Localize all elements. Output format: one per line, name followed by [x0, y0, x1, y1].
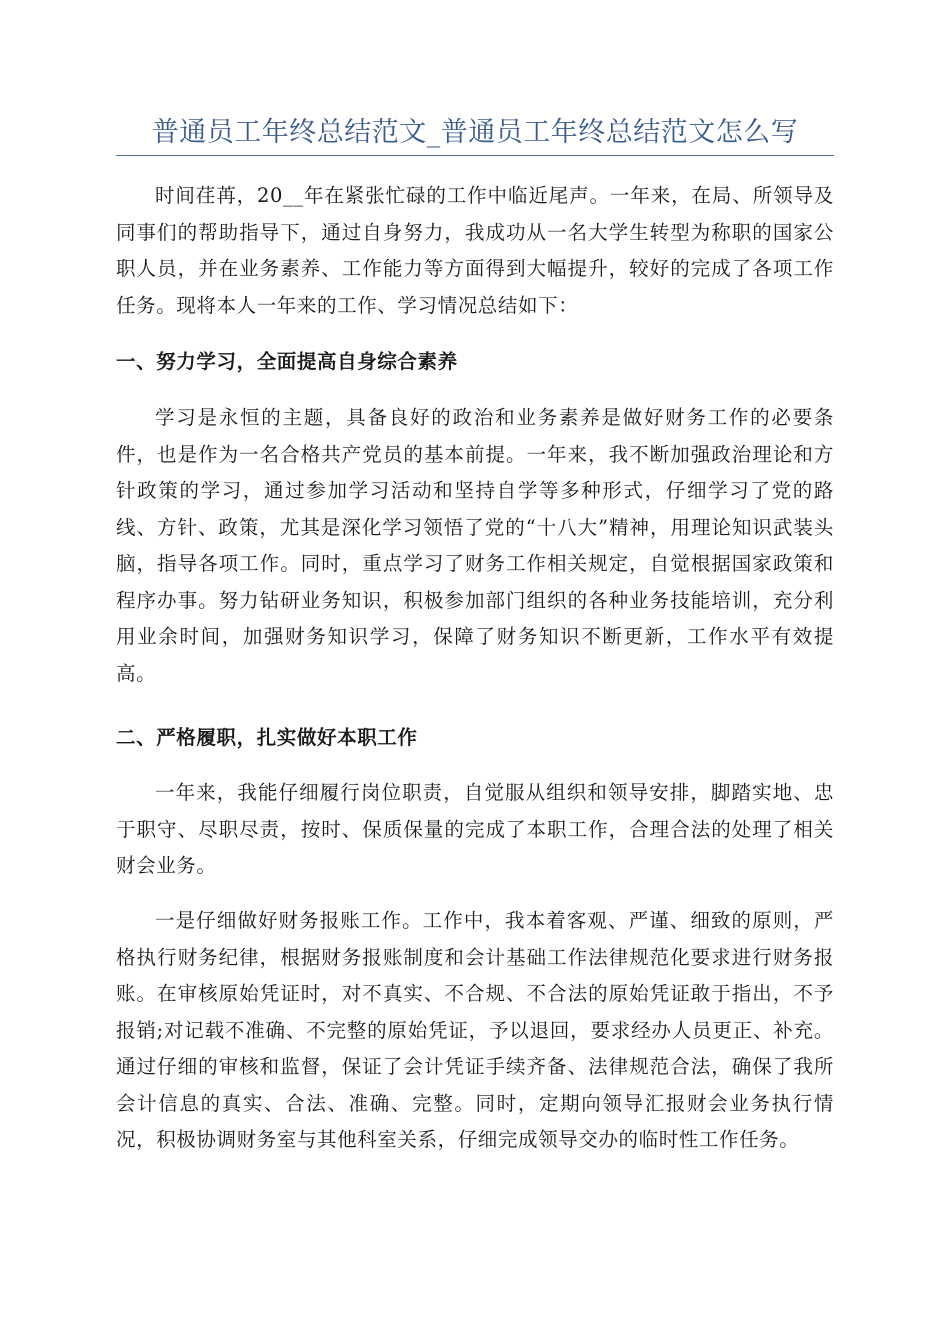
section-2-paragraph-2: 一是仔细做好财务报账工作。工作中，我本着客观、严谨、细致的原则，严格执行财务纪律，根据财务报账制度和会计基础工作法律规范化要求进行财务报账。在审核原始凭证时，对不真实、不合规、不合法的原始凭证敢于指出，不予报销;对记载不准确、不完整的原始凭证，予以退回，要求经办人员更正、补充。通过仔细的审核和监督，保证了会计凭证手续齐备、法律规范合法，确保了我所会计信息的真实、合法、准确、完整。同时，定期向领导汇报财会业务执行情况，积极协调财务室与其他科室关系，仔细完成领导交办的临时性工作任务。 — [116, 909, 834, 1151]
section-1-paragraph-1: 学习是永恒的主题，具备良好的政治和业务素养是做好财务工作的必要条件，也是作为一名合格共产党员的基本前提。一年来，我不断加强政治理论和方针政策的学习，通过参加学习活动和坚持自学等多种形式，仔细学习了党的路线、方针、政策，尤其是深化学习领悟了党的“十八大”精神，用理论知识武装头脑，指导各项工作。同时，重点学习了财务工作相关规定，自觉根据国家政策和程序办事。努力钻研业务知识，积极参加部门组织的各种业务技能培训，充分利用业余时间，加强财务知识学习，保障了财务知识不断更新，工作水平有效提高。 — [116, 406, 834, 685]
intro-paragraph: 时间荏苒，20__年在紧张忙碌的工作中临近尾声。一年来，在局、所领导及同事们的帮助指导下，通过自身努力，我成功从一名大学生转型为称职的国家公职人员，并在业务素养、工作能力等方面得到大幅提升，较好的完成了各项工作任务。现将本人一年来的工作、学习情况总结如下： — [116, 184, 834, 317]
title-underline — [116, 155, 834, 156]
section-heading-1: 一、努力学习，全面提高自身综合素养 — [116, 350, 458, 373]
section-heading-2: 二、严格履职，扎实做好本职工作 — [116, 726, 418, 749]
document-title: 普通员工年终总结范文_普通员工年终总结范文怎么写 — [151, 117, 799, 148]
section-2-paragraph-1: 一年来，我能仔细履行岗位职责，自觉服从组织和领导安排，脚踏实地、忠于职守、尽职尽责，按时、保质保量的完成了本职工作，合理合法的处理了相关财会业务。 — [116, 781, 834, 877]
